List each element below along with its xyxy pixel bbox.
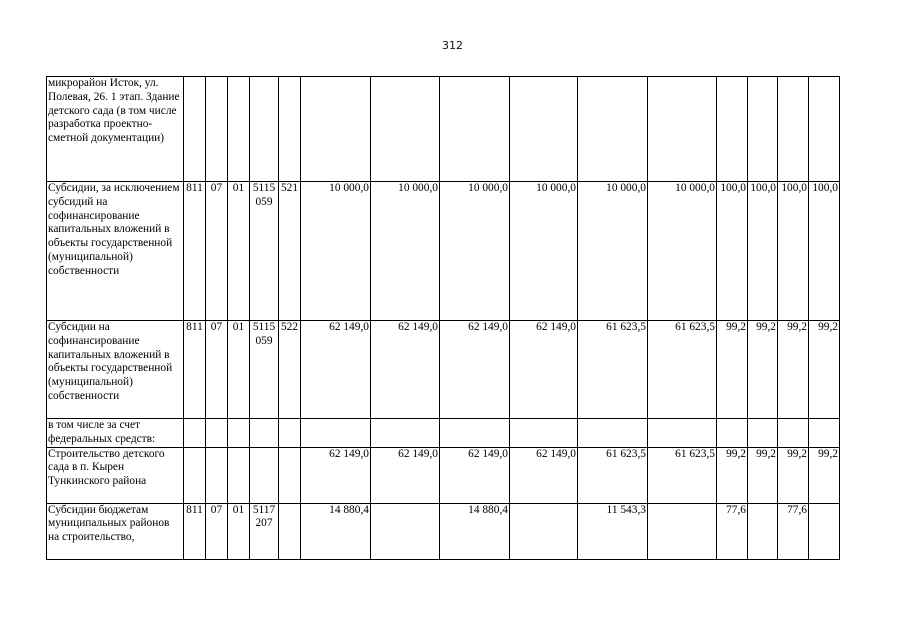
code-rz-cell: 07	[206, 503, 228, 559]
code-gr-cell	[184, 447, 206, 503]
percent-cell	[778, 77, 809, 182]
code-vr-cell	[279, 77, 301, 182]
value-cell	[371, 77, 440, 182]
percent-cell: 99,2	[748, 447, 778, 503]
percent-cell	[717, 419, 748, 448]
percent-cell	[809, 503, 840, 559]
code-gr-cell	[184, 419, 206, 448]
value-cell: 62 149,0	[440, 447, 510, 503]
value-cell	[510, 503, 578, 559]
percent-cell	[778, 419, 809, 448]
value-cell: 61 623,5	[578, 321, 648, 419]
code-vr-cell	[279, 447, 301, 503]
row-name-cell: Субсидии бюджетам муниципальных районов на строительство,	[47, 503, 184, 559]
percent-cell: 99,2	[717, 321, 748, 419]
table-row	[47, 77, 840, 182]
table-row	[47, 447, 840, 503]
value-cell: 62 149,0	[371, 321, 440, 419]
value-cell: 61 623,5	[648, 447, 717, 503]
value-cell: 62 149,0	[301, 321, 371, 419]
code-pr-cell: 01	[228, 321, 250, 419]
code-rz-cell: 07	[206, 182, 228, 321]
code-csr-cell	[250, 77, 279, 182]
percent-cell	[809, 77, 840, 182]
percent-cell	[748, 419, 778, 448]
value-cell: 14 880,4	[440, 503, 510, 559]
code-vr-cell	[279, 419, 301, 448]
value-cell: 10 000,0	[578, 182, 648, 321]
value-cell	[510, 77, 578, 182]
row-name-cell: микрорайон Исток, ул. Полевая, 26. 1 этап. Здание детского сада (в том числе разработка проектно-сметной документации)	[47, 77, 184, 182]
code-pr-cell: 01	[228, 503, 250, 559]
code-vr-cell	[279, 503, 301, 559]
value-cell	[371, 503, 440, 559]
code-csr-cell	[250, 419, 279, 448]
code-rz-cell	[206, 77, 228, 182]
percent-cell: 100,0	[748, 182, 778, 321]
code-pr-cell	[228, 419, 250, 448]
row-name-cell: Субсидии, за исключением субсидий на софинансирование капитальных вложений в объекты государственной (муниципальной) собственности	[47, 182, 184, 321]
percent-cell: 100,0	[778, 182, 809, 321]
percent-cell	[717, 77, 748, 182]
table-row	[47, 503, 840, 559]
value-cell	[301, 419, 371, 448]
budget-table	[46, 76, 840, 560]
percent-cell: 77,6	[778, 503, 809, 559]
value-cell: 11 543,3	[578, 503, 648, 559]
row-name-cell: Субсидии на софинансирование капитальных вложений в объекты государственной (муниципальной) собственности	[47, 321, 184, 419]
percent-cell	[809, 419, 840, 448]
percent-cell	[748, 77, 778, 182]
code-gr-cell	[184, 77, 206, 182]
code-vr-cell: 521	[279, 182, 301, 321]
value-cell: 10 000,0	[510, 182, 578, 321]
value-cell: 62 149,0	[301, 447, 371, 503]
code-rz-cell: 07	[206, 321, 228, 419]
value-cell	[648, 503, 717, 559]
code-vr-cell: 522	[279, 321, 301, 419]
percent-cell: 100,0	[717, 182, 748, 321]
table-row	[47, 182, 840, 321]
percent-cell: 99,2	[778, 447, 809, 503]
value-cell: 10 000,0	[301, 182, 371, 321]
value-cell: 61 623,5	[578, 447, 648, 503]
table-row	[47, 419, 840, 448]
code-gr-cell: 811	[184, 321, 206, 419]
value-cell	[301, 77, 371, 182]
code-csr-cell	[250, 447, 279, 503]
row-name-cell: в том числе за счет федеральных средств:	[47, 419, 184, 448]
code-gr-cell: 811	[184, 182, 206, 321]
value-cell: 14 880,4	[301, 503, 371, 559]
code-csr-cell: 5117 207	[250, 503, 279, 559]
value-cell	[510, 419, 578, 448]
page-number: 312	[442, 39, 463, 52]
code-csr-cell: 5115 059	[250, 182, 279, 321]
percent-cell: 99,2	[778, 321, 809, 419]
percent-cell	[748, 503, 778, 559]
code-rz-cell	[206, 447, 228, 503]
value-cell	[648, 77, 717, 182]
code-pr-cell: 01	[228, 182, 250, 321]
percent-cell: 99,2	[809, 321, 840, 419]
code-gr-cell: 811	[184, 503, 206, 559]
value-cell	[578, 419, 648, 448]
row-name-cell: Строительство детского сада в п. Кырен Тункинского района	[47, 447, 184, 503]
code-csr-cell: 5115 059	[250, 321, 279, 419]
value-cell: 10 000,0	[648, 182, 717, 321]
percent-cell: 100,0	[809, 182, 840, 321]
value-cell: 10 000,0	[440, 182, 510, 321]
value-cell: 62 149,0	[371, 447, 440, 503]
code-pr-cell	[228, 77, 250, 182]
percent-cell: 99,2	[809, 447, 840, 503]
code-rz-cell	[206, 419, 228, 448]
value-cell	[440, 77, 510, 182]
value-cell	[578, 77, 648, 182]
value-cell	[440, 419, 510, 448]
table-row	[47, 321, 840, 419]
value-cell: 10 000,0	[371, 182, 440, 321]
value-cell: 62 149,0	[510, 447, 578, 503]
percent-cell: 99,2	[717, 447, 748, 503]
value-cell	[648, 419, 717, 448]
value-cell: 61 623,5	[648, 321, 717, 419]
percent-cell: 99,2	[748, 321, 778, 419]
code-pr-cell	[228, 447, 250, 503]
value-cell: 62 149,0	[510, 321, 578, 419]
value-cell: 62 149,0	[440, 321, 510, 419]
percent-cell: 77,6	[717, 503, 748, 559]
value-cell	[371, 419, 440, 448]
